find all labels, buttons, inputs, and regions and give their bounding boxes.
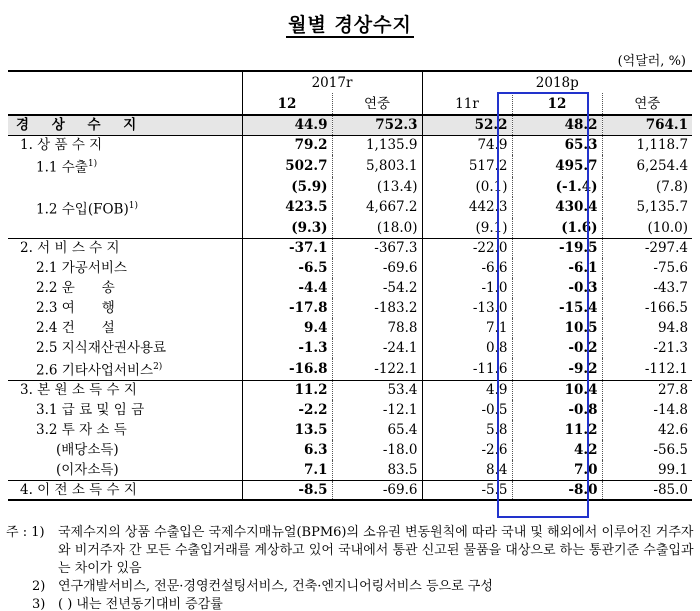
- table-row: [8, 238, 692, 258]
- cell-value: 502.7: [242, 155, 332, 177]
- row-label: [8, 380, 242, 400]
- cell-value: 11.2: [512, 420, 602, 440]
- cell-value: (-1.4): [512, 177, 602, 197]
- table-row: [8, 460, 692, 480]
- cell-value: -69.6: [332, 480, 422, 500]
- cell-value: 8.4: [422, 460, 512, 480]
- footnote-mark: 3): [32, 597, 46, 611]
- table-row: [8, 155, 692, 177]
- cell-value: -0.3: [512, 278, 602, 298]
- cell-value: -122.1: [332, 358, 422, 380]
- cell-value: -0.8: [512, 400, 602, 420]
- cell-value: -75.6: [602, 258, 692, 278]
- row-label-text: 2.6 기타사업서비스: [36, 362, 154, 379]
- row-label: [8, 460, 242, 480]
- row-label: [8, 338, 242, 358]
- cell-value: 53.4: [332, 380, 422, 400]
- cell-value: -8.0: [512, 480, 602, 500]
- row-label: [8, 238, 242, 258]
- page-title: 월별 경상수지: [288, 14, 412, 36]
- cell-value: -2.6: [422, 440, 512, 460]
- cell-value: (9.1): [422, 218, 512, 238]
- cell-value: -297.4: [602, 238, 692, 258]
- table-row: [8, 358, 692, 380]
- header-2018: 2018p: [422, 71, 692, 93]
- cell-value: 99.1: [602, 460, 692, 480]
- cell-value: 74.9: [422, 135, 512, 155]
- cell-value: -8.5: [242, 480, 332, 500]
- cell-value: 442.3: [422, 197, 512, 219]
- cell-value: -13.0: [422, 298, 512, 318]
- table-row: [8, 218, 692, 238]
- cell-value: 10.5: [512, 318, 602, 338]
- cell-value: -9.2: [512, 358, 602, 380]
- cell-value: -18.0: [332, 440, 422, 460]
- footnote: [6, 524, 694, 578]
- row-label-text: 1. 상 품 수 지: [20, 137, 103, 154]
- footnote-text: 연구개발서비스, 전문·경영컨설팅서비스, 건축·엔지니어링서비스 등으로 구성: [58, 579, 493, 594]
- table-row: [8, 177, 692, 197]
- row-label-text: 3.2 투 자 소 득: [36, 422, 127, 438]
- cell-value: -2.2: [242, 400, 332, 420]
- footnotes: [6, 524, 694, 611]
- footnote-text: ( ) 내는 전년동기대비 증감률: [58, 597, 223, 611]
- table-row: [8, 400, 692, 420]
- row-label-text: 3.1 급 료 및 임 금: [36, 402, 145, 418]
- table-row: [8, 278, 692, 298]
- table-row: [8, 318, 692, 338]
- unit-label: (억달러, %): [617, 54, 686, 69]
- table-row: [8, 380, 692, 400]
- header-col: 11r: [422, 93, 512, 115]
- cell-value: -24.1: [332, 338, 422, 358]
- cell-value: -166.5: [602, 298, 692, 318]
- cell-value: -11.6: [422, 358, 512, 380]
- cell-value: 65.3: [512, 135, 602, 155]
- cell-value: (1.6): [512, 218, 602, 238]
- cell-value: -112.1: [602, 358, 692, 380]
- cell-value: -367.3: [332, 238, 422, 258]
- header-row-periods: [8, 93, 692, 115]
- cell-value: 423.5: [242, 197, 332, 219]
- footnote-ref: 1): [87, 159, 98, 169]
- row-label: [8, 258, 242, 278]
- row-label-text: 1.1 수출: [36, 159, 88, 176]
- cell-value: 42.6: [602, 420, 692, 440]
- row-label-text: 4. 이 전 소 득 수 지: [20, 481, 137, 498]
- cell-value: 79.2: [242, 135, 332, 155]
- row-label-text: 2.2 운 송: [36, 280, 115, 296]
- row-label-text: (배당소득): [56, 442, 119, 458]
- table-row: [8, 197, 692, 219]
- cell-value: -1.3: [242, 338, 332, 358]
- cell-value: 4,667.2: [332, 197, 422, 219]
- cell-value: 10.4: [512, 380, 602, 400]
- cell-value: 65.4: [332, 420, 422, 440]
- cell-value: -14.8: [602, 400, 692, 420]
- cell-value: 6.3: [242, 440, 332, 460]
- row-label: [8, 218, 242, 238]
- row-label: [8, 197, 242, 219]
- table-row: [8, 135, 692, 155]
- cell-value: -17.8: [242, 298, 332, 318]
- row-label: [8, 440, 242, 460]
- cell-value: 495.7: [512, 155, 602, 177]
- table-row: [8, 480, 692, 500]
- header-row-years: [8, 71, 692, 93]
- row-label-text: 2. 서 비 스 수 지: [20, 240, 120, 257]
- row-label: [8, 298, 242, 318]
- cell-value: -6.5: [242, 258, 332, 278]
- cell-value: (9.3): [242, 218, 332, 238]
- cell-value: 13.5: [242, 420, 332, 440]
- table-row: [8, 298, 692, 318]
- cell-value: 4.9: [422, 380, 512, 400]
- footnote-mark: 주 : 1): [6, 525, 45, 540]
- cell-value: 11.2: [242, 380, 332, 400]
- cell-value: (0.1): [422, 177, 512, 197]
- header-col: 연중: [332, 93, 422, 115]
- cell-value: -37.1: [242, 238, 332, 258]
- cell-value: 6,254.4: [602, 155, 692, 177]
- cell-value: -0.5: [422, 400, 512, 420]
- cell-value: -5.5: [422, 480, 512, 500]
- cell-value: 5,803.1: [332, 155, 422, 177]
- header-col: 12: [242, 93, 332, 115]
- cell-value: 7.1: [242, 460, 332, 480]
- cell-value: 9.4: [242, 318, 332, 338]
- row-label-text: 2.3 여 행: [36, 300, 115, 316]
- row-label-text: 2.5 지식재산권사용료: [36, 340, 167, 356]
- footnote-ref: 2): [153, 362, 163, 372]
- row-label: [8, 420, 242, 440]
- cell-value: 83.5: [332, 460, 422, 480]
- cell-value: 94.8: [602, 318, 692, 338]
- cell-value: 78.8: [332, 318, 422, 338]
- cell-value: -56.5: [602, 440, 692, 460]
- table-row: [8, 420, 692, 440]
- table-row: [8, 258, 692, 278]
- cell-value: 1,118.7: [602, 135, 692, 155]
- cell-value: 5.8: [422, 420, 512, 440]
- row-label-text: (이자소득): [56, 461, 119, 478]
- row-label-text: 3. 본 원 소 득 수 지: [20, 382, 137, 399]
- cell-value: (7.8): [602, 177, 692, 197]
- cell-value: -54.2: [332, 278, 422, 298]
- row-label-text: 2.4 건 설: [36, 320, 115, 336]
- header-2017: 2017r: [242, 71, 422, 93]
- cell-value: -1.0: [422, 278, 512, 298]
- cell-value: 0.8: [422, 338, 512, 358]
- cell-value: 52.2: [422, 115, 512, 135]
- footnote: [6, 578, 694, 596]
- cell-value: -6.6: [422, 258, 512, 278]
- row-label: [8, 177, 242, 197]
- footnote-mark: 2): [32, 579, 46, 594]
- cell-value: 48.2: [512, 115, 602, 135]
- cell-value: 752.3: [332, 115, 422, 135]
- header-col: 연중: [602, 93, 692, 115]
- cell-value: -6.1: [512, 258, 602, 278]
- cell-value: -183.2: [332, 298, 422, 318]
- cell-value: (13.4): [332, 177, 422, 197]
- cell-value: -4.4: [242, 278, 332, 298]
- cell-value: 5,135.7: [602, 197, 692, 219]
- cell-value: -0.2: [512, 338, 602, 358]
- cell-value: 27.8: [602, 380, 692, 400]
- cell-value: -22.0: [422, 238, 512, 258]
- cell-value: -21.3: [602, 338, 692, 358]
- cell-value: -15.4: [512, 298, 602, 318]
- cell-value: 4.2: [512, 440, 602, 460]
- cell-value: -19.5: [512, 238, 602, 258]
- cell-value: 517.2: [422, 155, 512, 177]
- row-label-text: 1.2 수입(FOB): [36, 201, 129, 217]
- cell-value: -16.8: [242, 358, 332, 380]
- table-row: [8, 338, 692, 358]
- row-label-text: 2.1 가공서비스: [36, 260, 127, 276]
- cell-value: (10.0): [602, 218, 692, 238]
- footnote-text: 국제수지의 상품 수출입은 국제수지매뉴얼(BPM6)의 소유권 변동원칙에 따라 국내 및 해외에서 이루어진 거주자와 비거주자 간 모든 수출입거래를 계상하고 있어 국내에서 통관 신고된 물품을 대상으로 하는 통관기준 수출입과는 차이가 있음: [58, 525, 694, 576]
- cell-value: 430.4: [512, 197, 602, 219]
- row-label-text: 경 상 수 지: [16, 117, 146, 134]
- cell-value: 1,135.9: [332, 135, 422, 155]
- header-col: 12: [512, 93, 602, 115]
- row-label: [8, 318, 242, 338]
- total-row: [8, 115, 692, 135]
- footnote: [6, 596, 694, 611]
- cell-value: -43.7: [602, 278, 692, 298]
- cell-value: 7.1: [422, 318, 512, 338]
- cell-value: -85.0: [602, 480, 692, 500]
- row-label: [8, 115, 242, 135]
- row-label: [8, 135, 242, 155]
- row-label: [8, 480, 242, 500]
- cell-value: -69.6: [332, 258, 422, 278]
- row-label: [8, 155, 242, 177]
- cell-value: 7.0: [512, 460, 602, 480]
- cell-value: 764.1: [602, 115, 692, 135]
- row-label: [8, 400, 242, 420]
- table-row: [8, 440, 692, 460]
- cell-value: -12.1: [332, 400, 422, 420]
- row-label: [8, 278, 242, 298]
- current-account-table: [8, 70, 692, 501]
- row-label: [8, 358, 242, 380]
- cell-value: (5.9): [242, 177, 332, 197]
- cell-value: (18.0): [332, 218, 422, 238]
- cell-value: 44.9: [242, 115, 332, 135]
- footnote-ref: 1): [128, 200, 138, 211]
